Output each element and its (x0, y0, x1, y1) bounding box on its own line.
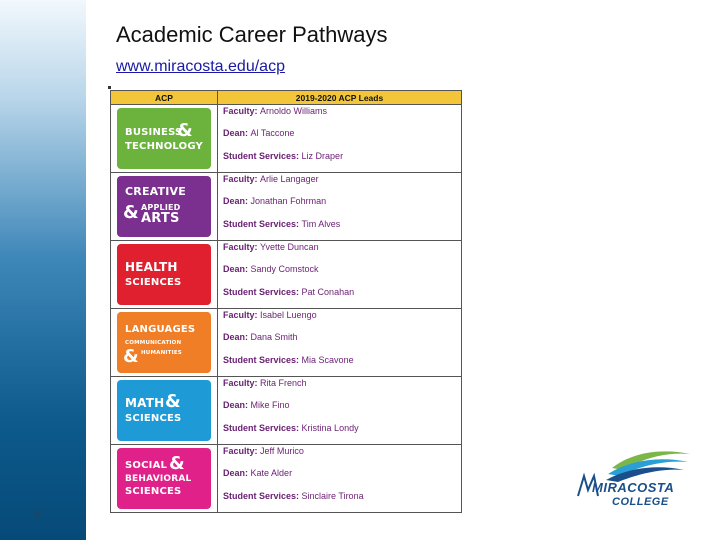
dean-lead: Dean: Dana Smith (223, 332, 298, 343)
student-services-lead: Student Services: Pat Conahan (223, 286, 355, 297)
table-row (111, 377, 462, 445)
slide-title: Academic Career Pathways (116, 22, 388, 47)
faculty-lead: Faculty: Rita French (223, 378, 307, 388)
ampersand-icon: & (169, 453, 185, 474)
ampersand-icon: & (123, 346, 139, 367)
ampersand-icon: & (177, 120, 193, 141)
student-services-lead: Student Services: Tim Alves (223, 218, 341, 229)
table-header-row (111, 91, 462, 105)
ampersand-icon: & (123, 202, 139, 223)
health-sciences-badge: HEALTH SCIENCES (117, 244, 211, 305)
math-sciences-badge: MATH & SCIENCES (117, 380, 211, 441)
faculty-lead: Faculty: Yvette Duncan (223, 242, 319, 252)
miracosta-college-logo (572, 446, 696, 518)
faculty-lead: Faculty: Jeff Murico (223, 446, 304, 456)
student-services-lead: Student Services: Mia Scavone (223, 354, 354, 365)
social-behavioral-sciences-badge: SOCIAL & BEHAVIORAL SCIENCES (117, 448, 211, 509)
dean-lead: Dean: Jonathan Fohrman (223, 196, 327, 207)
header-acp: ACP (111, 91, 218, 105)
student-services-lead: Student Services: Liz Draper (223, 150, 344, 161)
languages-communication-humanities-badge: LANGUAGES COMMUNICATION & HUMANITIES (117, 312, 211, 373)
acp-leads-table (110, 90, 462, 513)
faculty-lead: Faculty: Isabel Luengo (223, 310, 317, 320)
slide-number: 3 (34, 509, 41, 521)
creative-applied-arts-badge: CREATIVE & APPLIED ARTS (117, 176, 211, 237)
table-row (111, 241, 462, 309)
table-row (111, 445, 462, 513)
sidebar-gradient (0, 0, 86, 540)
ampersand-icon: & (165, 391, 181, 412)
business-technology-badge: BUSINESS & TECHNOLOGY (117, 108, 211, 169)
student-services-lead: Student Services: Sinclaire Tirona (223, 490, 364, 501)
table-row (111, 105, 462, 173)
faculty-lead: Faculty: Arnoldo Williams (223, 106, 328, 116)
acp-link[interactable]: www.miracosta.edu/acp (116, 58, 285, 75)
dean-lead: Dean: Sandy Comstock (223, 264, 319, 275)
header-leads: 2019-2020 ACP Leads (218, 91, 462, 105)
dean-lead: Dean: Al Taccone (223, 128, 295, 139)
table-row (111, 309, 462, 377)
dean-lead: Dean: Mike Fino (223, 400, 290, 411)
faculty-lead: Faculty: Arlie Langager (223, 174, 319, 184)
corner-mark (108, 86, 111, 89)
dean-lead: Dean: Kate Alder (223, 468, 293, 479)
logo-line-1: MIRACOSTA (592, 480, 675, 495)
logo-line-2: COLLEGE (612, 496, 669, 508)
student-services-lead: Student Services: Kristina Londy (223, 422, 359, 433)
table-row (111, 173, 462, 241)
